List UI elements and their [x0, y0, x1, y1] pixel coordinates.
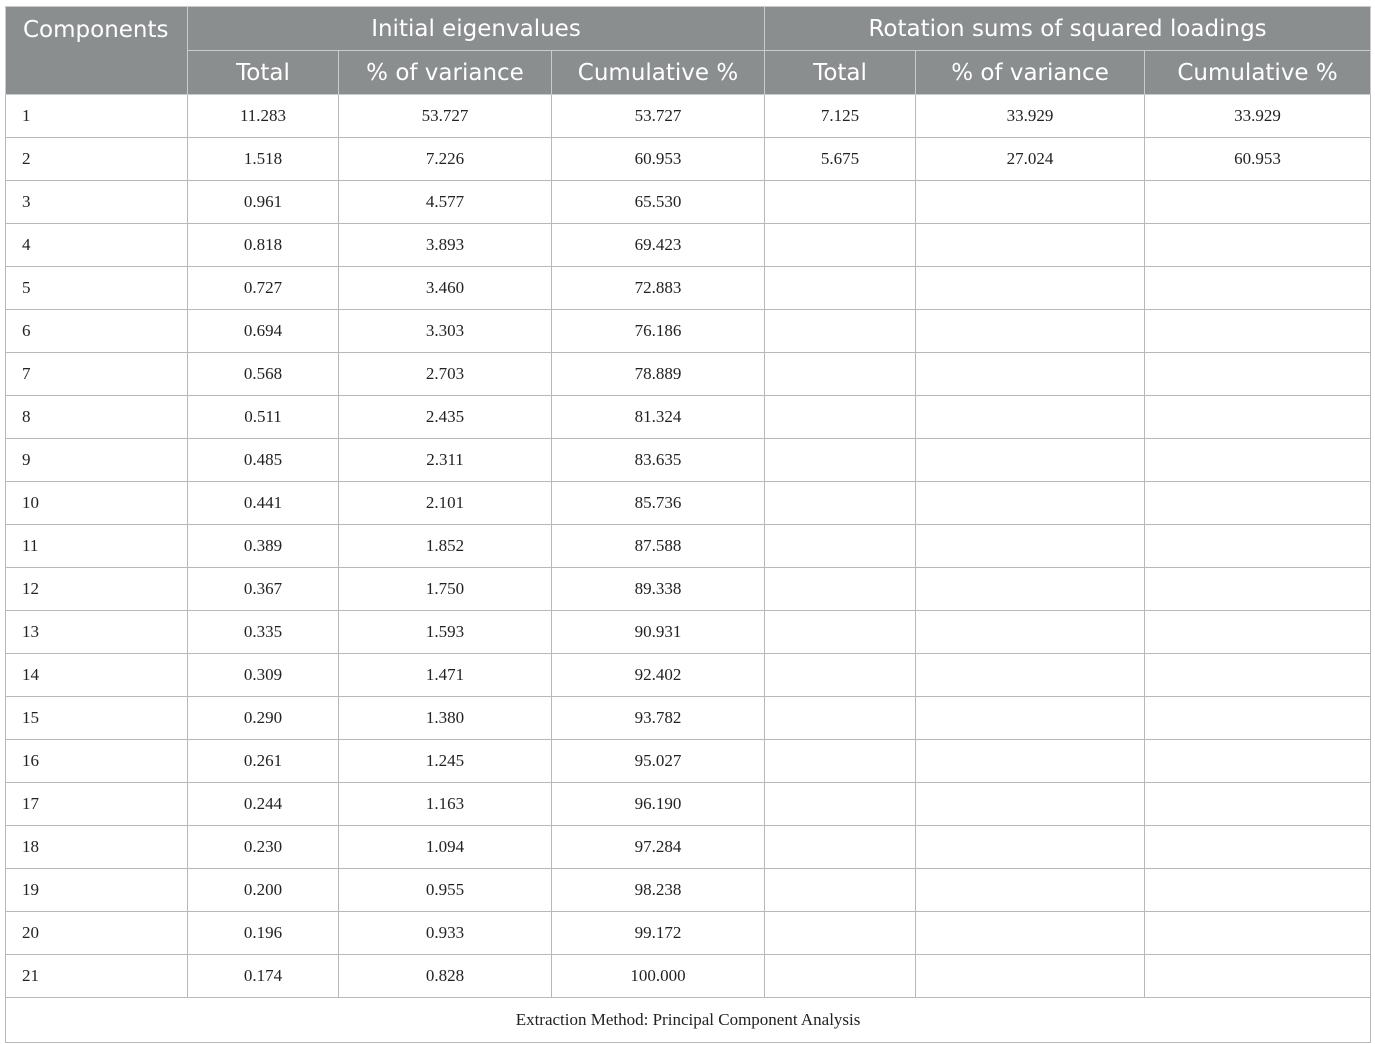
cell-rotation-variance [916, 482, 1145, 525]
cell-rotation-variance [916, 783, 1145, 826]
cell-rotation-variance [916, 869, 1145, 912]
cell-initial-total: 0.367 [188, 568, 339, 611]
eigenvalues-table [5, 6, 1371, 1043]
cell-initial-cumulative: 65.530 [552, 181, 765, 224]
table-row [6, 826, 1371, 869]
cell-component: 13 [6, 611, 188, 654]
cell-component: 6 [6, 310, 188, 353]
cell-rotation-total [765, 912, 916, 955]
cell-initial-cumulative: 81.324 [552, 396, 765, 439]
cell-initial-total: 11.283 [188, 95, 339, 138]
cell-component: 16 [6, 740, 188, 783]
header-components: Components [6, 7, 188, 95]
cell-initial-variance: 3.460 [339, 267, 552, 310]
cell-component: 11 [6, 525, 188, 568]
header-rotation-total: Total [765, 51, 916, 95]
cell-rotation-cumulative [1145, 353, 1371, 396]
cell-component: 19 [6, 869, 188, 912]
cell-rotation-variance [916, 310, 1145, 353]
cell-initial-cumulative: 97.284 [552, 826, 765, 869]
table-row [6, 482, 1371, 525]
cell-initial-variance: 0.828 [339, 955, 552, 998]
cell-rotation-cumulative [1145, 740, 1371, 783]
cell-rotation-total [765, 955, 916, 998]
header-initial-variance: % of variance [339, 51, 552, 95]
cell-rotation-cumulative: 60.953 [1145, 138, 1371, 181]
table-row [6, 95, 1371, 138]
cell-rotation-cumulative [1145, 267, 1371, 310]
cell-rotation-variance [916, 611, 1145, 654]
table-row [6, 353, 1371, 396]
cell-initial-total: 0.568 [188, 353, 339, 396]
cell-initial-variance: 0.955 [339, 869, 552, 912]
cell-component: 9 [6, 439, 188, 482]
table-body [6, 95, 1371, 998]
cell-rotation-cumulative [1145, 181, 1371, 224]
cell-rotation-total: 5.675 [765, 138, 916, 181]
cell-rotation-cumulative [1145, 955, 1371, 998]
cell-component: 7 [6, 353, 188, 396]
cell-initial-cumulative: 96.190 [552, 783, 765, 826]
cell-initial-variance: 1.471 [339, 654, 552, 697]
cell-rotation-variance [916, 955, 1145, 998]
cell-component: 1 [6, 95, 188, 138]
cell-initial-cumulative: 78.889 [552, 353, 765, 396]
table-row [6, 138, 1371, 181]
cell-initial-total: 0.335 [188, 611, 339, 654]
cell-initial-variance: 7.226 [339, 138, 552, 181]
cell-component: 3 [6, 181, 188, 224]
cell-component: 20 [6, 912, 188, 955]
cell-initial-total: 0.309 [188, 654, 339, 697]
cell-initial-variance: 1.163 [339, 783, 552, 826]
header-rotation-cumulative: Cumulative % [1145, 51, 1371, 95]
cell-initial-total: 0.261 [188, 740, 339, 783]
cell-rotation-total [765, 396, 916, 439]
cell-rotation-total [765, 568, 916, 611]
cell-rotation-variance [916, 396, 1145, 439]
cell-initial-variance: 2.435 [339, 396, 552, 439]
cell-rotation-variance [916, 439, 1145, 482]
table-row [6, 955, 1371, 998]
cell-rotation-cumulative [1145, 783, 1371, 826]
cell-component: 17 [6, 783, 188, 826]
cell-initial-variance: 3.303 [339, 310, 552, 353]
cell-component: 21 [6, 955, 188, 998]
table-row [6, 912, 1371, 955]
cell-initial-total: 0.290 [188, 697, 339, 740]
cell-initial-total: 0.511 [188, 396, 339, 439]
table-row [6, 611, 1371, 654]
table-header [6, 7, 1371, 95]
cell-component: 10 [6, 482, 188, 525]
cell-rotation-total [765, 525, 916, 568]
cell-component: 15 [6, 697, 188, 740]
table-footnote: Extraction Method: Principal Component Analysis [6, 998, 1371, 1043]
cell-initial-cumulative: 95.027 [552, 740, 765, 783]
cell-initial-total: 0.230 [188, 826, 339, 869]
cell-initial-total: 0.694 [188, 310, 339, 353]
cell-component: 4 [6, 224, 188, 267]
cell-initial-variance: 2.101 [339, 482, 552, 525]
cell-rotation-total [765, 224, 916, 267]
cell-initial-total: 0.200 [188, 869, 339, 912]
cell-rotation-cumulative [1145, 697, 1371, 740]
cell-rotation-cumulative: 33.929 [1145, 95, 1371, 138]
cell-initial-total: 0.441 [188, 482, 339, 525]
cell-initial-total: 0.727 [188, 267, 339, 310]
cell-rotation-total [765, 654, 916, 697]
cell-rotation-total [765, 482, 916, 525]
header-initial-cumulative: Cumulative % [552, 51, 765, 95]
table-row [6, 525, 1371, 568]
cell-rotation-total [765, 439, 916, 482]
table-row [6, 310, 1371, 353]
table-row [6, 740, 1371, 783]
cell-rotation-variance [916, 912, 1145, 955]
cell-initial-cumulative: 72.883 [552, 267, 765, 310]
cell-rotation-total [765, 267, 916, 310]
cell-initial-total: 0.961 [188, 181, 339, 224]
cell-initial-cumulative: 60.953 [552, 138, 765, 181]
cell-initial-variance: 1.245 [339, 740, 552, 783]
cell-initial-cumulative: 53.727 [552, 95, 765, 138]
cell-initial-variance: 1.094 [339, 826, 552, 869]
cell-rotation-cumulative [1145, 654, 1371, 697]
cell-component: 18 [6, 826, 188, 869]
cell-component: 5 [6, 267, 188, 310]
header-initial-eigenvalues: Initial eigenvalues [188, 7, 765, 51]
cell-component: 12 [6, 568, 188, 611]
cell-initial-total: 0.485 [188, 439, 339, 482]
cell-initial-variance: 1.750 [339, 568, 552, 611]
header-initial-total: Total [188, 51, 339, 95]
cell-rotation-variance [916, 181, 1145, 224]
cell-initial-total: 0.174 [188, 955, 339, 998]
cell-rotation-cumulative [1145, 439, 1371, 482]
table-row [6, 396, 1371, 439]
cell-rotation-variance [916, 740, 1145, 783]
cell-rotation-total [765, 826, 916, 869]
table-row [6, 783, 1371, 826]
cell-rotation-cumulative [1145, 482, 1371, 525]
cell-initial-total: 1.518 [188, 138, 339, 181]
cell-rotation-variance [916, 267, 1145, 310]
cell-rotation-total [765, 697, 916, 740]
cell-rotation-variance: 27.024 [916, 138, 1145, 181]
table-row [6, 181, 1371, 224]
cell-rotation-total: 7.125 [765, 95, 916, 138]
cell-initial-cumulative: 76.186 [552, 310, 765, 353]
cell-initial-cumulative: 100.000 [552, 955, 765, 998]
table-row [6, 869, 1371, 912]
cell-rotation-variance [916, 697, 1145, 740]
cell-rotation-cumulative [1145, 525, 1371, 568]
cell-initial-variance: 4.577 [339, 181, 552, 224]
cell-rotation-total [765, 181, 916, 224]
cell-component: 8 [6, 396, 188, 439]
cell-rotation-cumulative [1145, 568, 1371, 611]
eigenvalues-table-container [5, 6, 1370, 1043]
table-row [6, 267, 1371, 310]
cell-rotation-variance: 33.929 [916, 95, 1145, 138]
cell-rotation-total [765, 353, 916, 396]
cell-rotation-cumulative [1145, 611, 1371, 654]
cell-initial-cumulative: 85.736 [552, 482, 765, 525]
cell-initial-cumulative: 87.588 [552, 525, 765, 568]
cell-initial-variance: 53.727 [339, 95, 552, 138]
table-row [6, 224, 1371, 267]
header-rotation-variance: % of variance [916, 51, 1145, 95]
header-rotation-sums: Rotation sums of squared loadings [765, 7, 1371, 51]
cell-initial-total: 0.389 [188, 525, 339, 568]
table-row [6, 654, 1371, 697]
cell-rotation-cumulative [1145, 224, 1371, 267]
cell-rotation-variance [916, 525, 1145, 568]
cell-initial-variance: 0.933 [339, 912, 552, 955]
cell-rotation-cumulative [1145, 912, 1371, 955]
cell-initial-cumulative: 90.931 [552, 611, 765, 654]
cell-initial-variance: 1.380 [339, 697, 552, 740]
cell-initial-cumulative: 93.782 [552, 697, 765, 740]
cell-rotation-variance [916, 654, 1145, 697]
cell-initial-cumulative: 89.338 [552, 568, 765, 611]
cell-initial-variance: 2.311 [339, 439, 552, 482]
cell-rotation-cumulative [1145, 869, 1371, 912]
cell-rotation-variance [916, 353, 1145, 396]
table-row [6, 439, 1371, 482]
cell-initial-variance: 1.593 [339, 611, 552, 654]
cell-rotation-variance [916, 826, 1145, 869]
cell-component: 2 [6, 138, 188, 181]
cell-initial-total: 0.818 [188, 224, 339, 267]
cell-rotation-total [765, 869, 916, 912]
cell-initial-total: 0.196 [188, 912, 339, 955]
cell-initial-cumulative: 98.238 [552, 869, 765, 912]
cell-rotation-cumulative [1145, 396, 1371, 439]
cell-rotation-variance [916, 568, 1145, 611]
cell-initial-cumulative: 99.172 [552, 912, 765, 955]
cell-rotation-total [765, 783, 916, 826]
table-row [6, 568, 1371, 611]
cell-rotation-total [765, 611, 916, 654]
cell-rotation-total [765, 740, 916, 783]
cell-component: 14 [6, 654, 188, 697]
cell-rotation-cumulative [1145, 310, 1371, 353]
table-row [6, 697, 1371, 740]
cell-initial-cumulative: 69.423 [552, 224, 765, 267]
cell-initial-total: 0.244 [188, 783, 339, 826]
cell-initial-cumulative: 92.402 [552, 654, 765, 697]
cell-rotation-cumulative [1145, 826, 1371, 869]
cell-initial-cumulative: 83.635 [552, 439, 765, 482]
cell-initial-variance: 2.703 [339, 353, 552, 396]
cell-rotation-total [765, 310, 916, 353]
cell-rotation-variance [916, 224, 1145, 267]
cell-initial-variance: 3.893 [339, 224, 552, 267]
cell-initial-variance: 1.852 [339, 525, 552, 568]
